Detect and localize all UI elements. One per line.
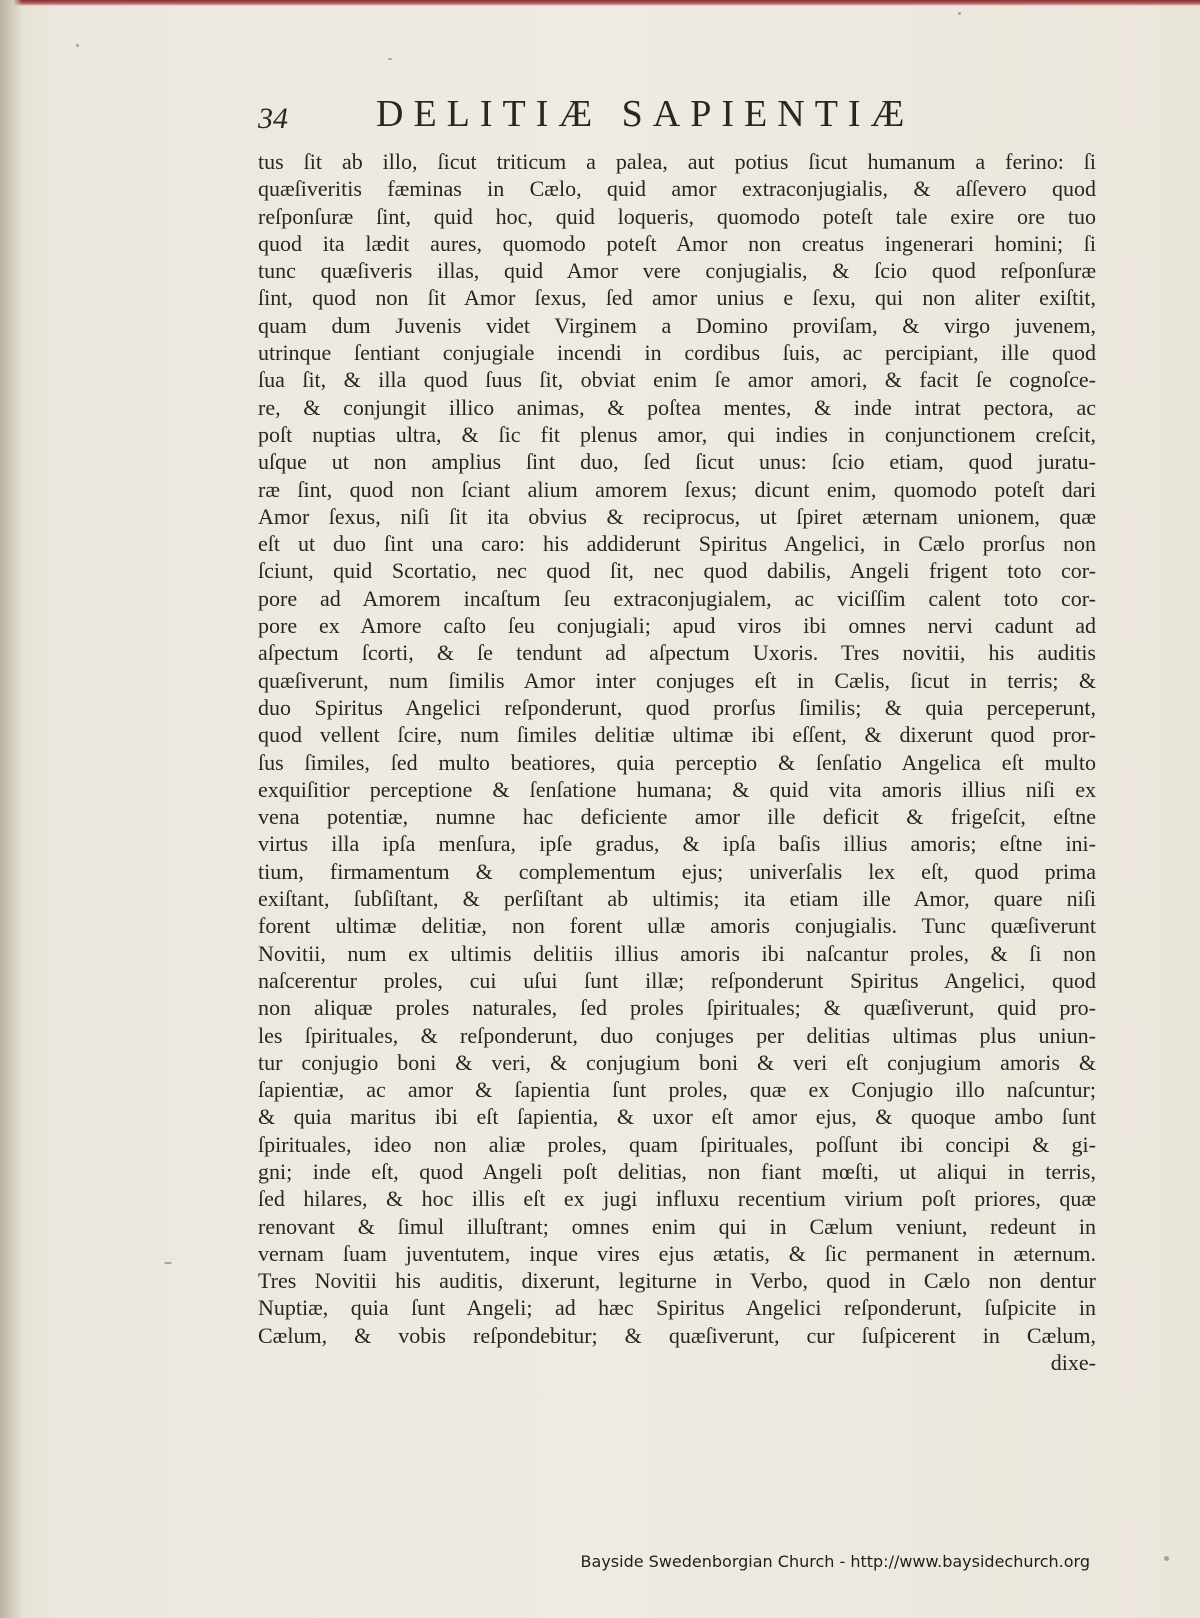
text-line: tus ſit ab illo, ſicut triticum a palea, aut potius ſicut humanum a ferino: ſi xyxy=(258,149,1096,174)
text-line: gni; inde eſt, quod Angeli poſt delitias, non fiant mœſti, ut aliqui in terris, xyxy=(258,1158,1096,1184)
text-line: Tres Novitii his auditis, dixerunt, legiturne in Verbo, quod in Cælo non dentur xyxy=(258,1268,1096,1294)
text-line: naſcerentur proles, cui uſui ſunt illæ; reſponderunt Spiritus Angelici, quod xyxy=(258,967,1096,993)
text-line: dixe- xyxy=(1050,1350,1096,1376)
text-line: ræ ſint, quod non ſciant alium amorem ſexus; dicunt enim, quomodo poteſt dari xyxy=(258,476,1096,502)
text-line: uſque ut non amplius ſint duo, ſed ſicut unus: ſcio etiam, quod juratu- xyxy=(258,449,1096,475)
text-line: duo Spiritus Angelici reſponderunt, quod prorſus ſimilis; & quia perceperunt, xyxy=(258,694,1096,720)
text-line: ſint, quod non ſit Amor ſexus, ſed amor unius e ſexu, qui non aliter exiſtit, xyxy=(258,285,1096,311)
text-line: re, & conjungit illico animas, & poſtea mentes, & inde intrat pectora, ac xyxy=(258,394,1096,420)
binding-gutter xyxy=(0,0,22,1618)
paper-speck xyxy=(1164,1556,1169,1561)
text-line: ſapientiæ, ac amor & ſapientia ſunt proles, quæ ex Conjugio illo naſcuntur; xyxy=(258,1077,1096,1103)
text-line: pore ex Amore caſto ſeu conjugiali; apud viros ibi omnes nervi cadunt ad xyxy=(258,613,1096,639)
text-line: aſpectum ſcorti, & ſe tendunt ad aſpectum Uxoris. Tres novitii, his auditis xyxy=(258,640,1096,666)
text-line: ſed hilares, & hoc illis eſt ex jugi influxu recentium virium poſt priores, quæ xyxy=(258,1186,1096,1212)
paper-speck xyxy=(164,1262,172,1264)
text-line: & quia maritus ibi eſt ſapientia, & uxor eſt amor ejus, & quoque ambo ſunt xyxy=(258,1104,1096,1130)
text-line: Nuptiæ, quia ſunt Angeli; ad hæc Spiritus Angelici reſponderunt, ſuſpicite in xyxy=(258,1295,1096,1321)
text-line: reſponſuræ ſint, quid hoc, quid loqueris, quomodo poteſt tale exire ore tuo xyxy=(258,203,1096,229)
text-line: quæſiverunt, num ſimilis Amor inter conjuges eſt in Cælis, ſicut in terris; & xyxy=(258,667,1096,693)
page-number: 34 xyxy=(258,102,288,135)
text-line: exquiſitior perceptione & ſenſatione humana; & quid vita amoris illius niſi ex xyxy=(258,776,1096,802)
footer-credit: Bayside Swedenborgian Church - http://www.baysidechurch.org xyxy=(580,1552,1090,1571)
text-line: virtus illa ipſa menſura, ipſe gradus, & ipſa baſis illius amoris; eſtne ini- xyxy=(258,831,1096,857)
text-line: non aliquæ proles naturales, ſed proles ſpirituales; & quæſiverunt, quid pro- xyxy=(258,995,1096,1021)
text-line: ſua ſit, & illa quod ſuus ſit, obviat enim ſe amor amori, & facit ſe cognoſce- xyxy=(258,367,1096,393)
text-line: ſciunt, quid Scortatio, nec quod ſit, nec quod dabilis, Angeli frigent toto cor- xyxy=(258,558,1096,584)
running-title: DELITIÆ SAPIENTIÆ xyxy=(376,93,915,135)
body-text xyxy=(258,148,1096,1376)
text-line: vena potentiæ, numne hac deficiente amor ille deficit & frigeſcit, eſtne xyxy=(258,804,1096,830)
text-line: exiſtant, ſubſiſtant, & perſiſtant ab ultimis; ita etiam ille Amor, quare niſi xyxy=(258,886,1096,912)
text-line: ſpirituales, ideo non aliæ proles, quam ſpirituales, poſſunt ibi concipi & gi- xyxy=(258,1131,1096,1157)
paper-speck xyxy=(958,12,961,15)
text-line: quam dum Juvenis videt Virginem a Domino proviſam, & virgo juvenem, xyxy=(258,312,1096,338)
text-line: Novitii, num ex ultimis delitiis illius amoris ibi naſcantur proles, & ſi non xyxy=(258,940,1096,966)
page-top-edge xyxy=(0,0,1200,6)
text-line: utrinque ſentiant conjugiale incendi in cordibus ſuis, ac percipiant, ille quod xyxy=(258,340,1096,366)
text-line: forent ultimæ delitiæ, non forent ullæ amoris conjugialis. Tunc quæſiverunt xyxy=(258,913,1096,939)
text-line: tium, firmamentum & complementum ejus; univerſalis lex eſt, quod prima xyxy=(258,858,1096,884)
text-line: pore ad Amorem incaſtum ſeu extraconjugialem, ac viciſſim calent toto cor- xyxy=(258,585,1096,611)
text-line: les ſpirituales, & reſponderunt, duo conjuges per delitias ultimas plus uniun- xyxy=(258,1022,1096,1048)
paper-speck xyxy=(388,58,392,60)
text-line: vernam ſuam juventutem, inque vires ejus ætatis, & ſic permanent in æternum. xyxy=(258,1240,1096,1266)
text-line: tunc quæſiveris illas, quid Amor vere conjugialis, & ſcio quod reſponſuræ xyxy=(258,258,1096,284)
text-line: tur conjugio boni & veri, & conjugium boni & veri eſt conjugium amoris & xyxy=(258,1049,1096,1075)
text-line: quod ita lædit aures, quomodo poteſt Amor non creatus ingenerari homini; ſi xyxy=(258,230,1096,256)
paper-speck xyxy=(76,44,79,47)
running-header xyxy=(258,88,1098,144)
text-line: ſus ſimiles, ſed multo beatiores, quia perceptio & ſenſatio Angelica eſt multo xyxy=(258,749,1096,775)
text-line: poſt nuptias ultra, & ſic fit plenus amor, qui indies in conjunctionem creſcit, xyxy=(258,421,1096,447)
text-line: Cælum, & vobis reſpondebitur; & quæſiverunt, cur ſuſpicerent in Cælum, xyxy=(258,1322,1096,1348)
text-line: quæſiveritis fæminas in Cælo, quid amor extraconjugialis, & aſſevero quod xyxy=(258,176,1096,202)
text-line: Amor ſexus, niſi ſit ita obvius & reciprocus, ut ſpiret æternam unionem, quæ xyxy=(258,503,1096,529)
text-line: quod vellent ſcire, num ſimiles delitiæ ultimæ ibi eſſent, & dixerunt quod pror- xyxy=(258,722,1096,748)
text-line: renovant & ſimul illuſtrant; omnes enim qui in Cælum veniunt, redeunt in xyxy=(258,1213,1096,1239)
text-line: eſt ut duo ſint una caro: his addiderunt Spiritus Angelici, in Cælo prorſus non xyxy=(258,531,1096,557)
